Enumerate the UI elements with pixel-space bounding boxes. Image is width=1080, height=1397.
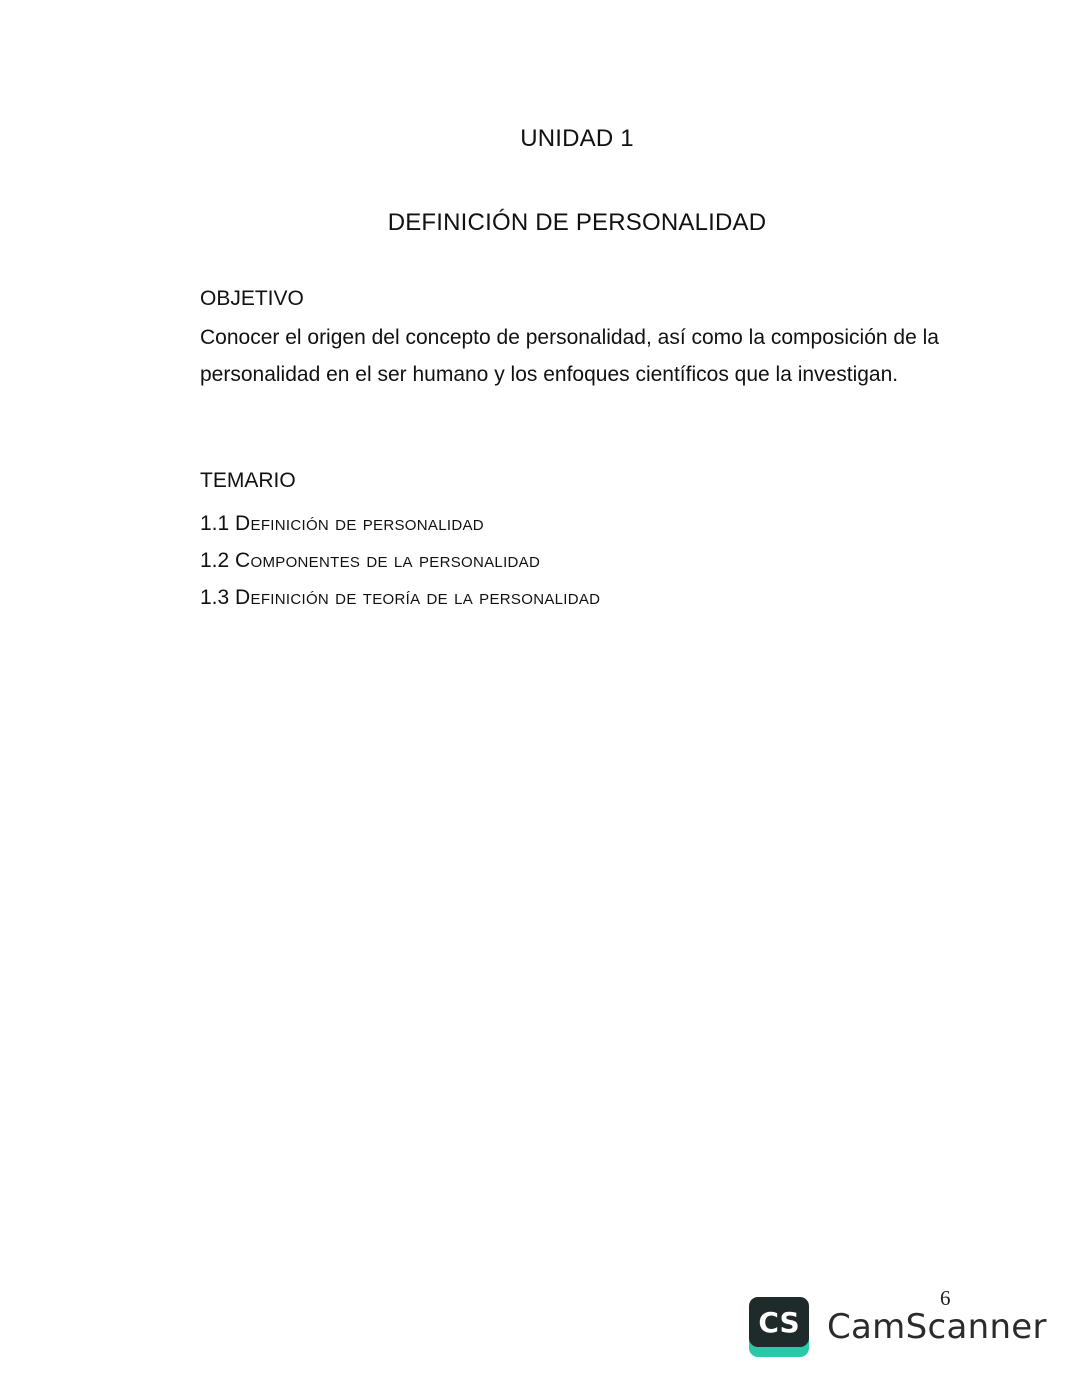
camscanner-logo-text: CS: [758, 1306, 800, 1339]
syllabus-item-title: Definición de personalidad: [235, 512, 484, 535]
objective-text: Conocer el origen del concepto de personalidad, así como la composición de la personalidad en el ser humano y los enfoques científicos que la investigan.: [200, 326, 939, 386]
syllabus-heading: TEMARIO: [200, 469, 296, 492]
syllabus-item: [200, 542, 600, 579]
objective-heading: OBJETIVO: [200, 287, 304, 310]
chapter-title: DEFINICIÓN DE PERSONALIDAD: [387, 209, 767, 236]
camscanner-watermark: [749, 1297, 1047, 1357]
page-number: 6: [940, 1286, 951, 1310]
syllabus-item-title: Componentes de la personalidad: [235, 549, 541, 572]
syllabus-item: [200, 505, 600, 542]
camscanner-brand: CamScanner: [827, 1307, 1047, 1347]
syllabus-item: [200, 579, 600, 616]
syllabus-item-title: Definición de teoría de la personalidad: [235, 586, 601, 609]
unit-title: UNIDAD 1: [520, 125, 634, 152]
syllabus-item-number: 1.1: [200, 512, 230, 535]
syllabus-list: [200, 505, 600, 616]
syllabus-item-number: 1.3: [200, 586, 230, 609]
syllabus-item-number: 1.2: [200, 549, 230, 572]
camscanner-logo-icon: [749, 1297, 809, 1357]
